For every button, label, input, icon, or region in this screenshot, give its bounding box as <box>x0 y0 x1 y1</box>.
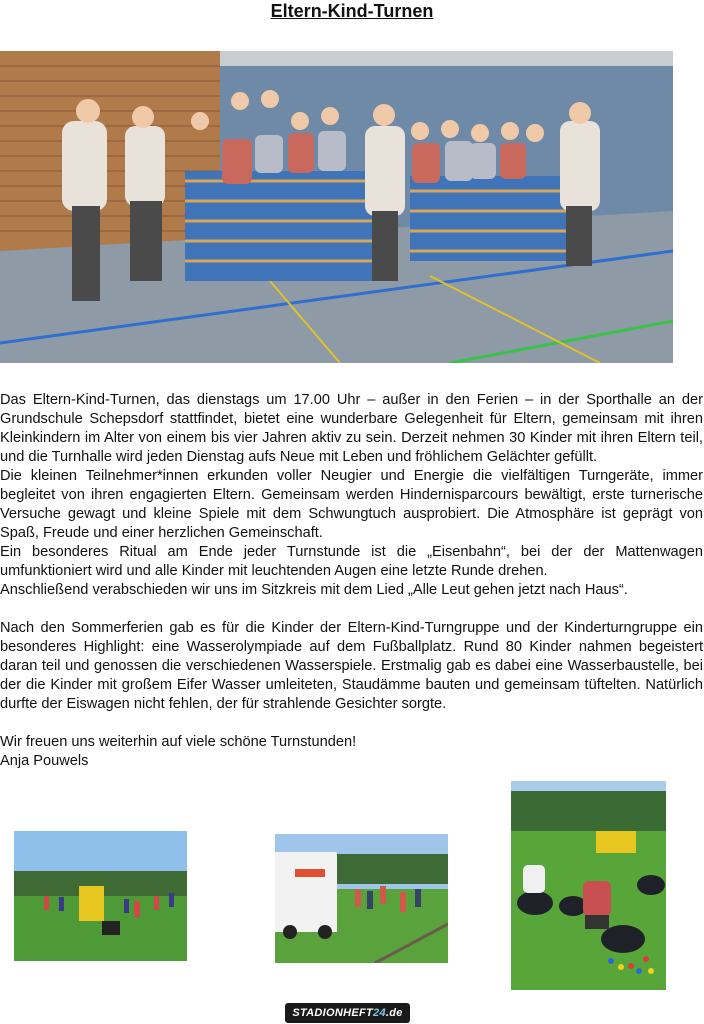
article-block-1 <box>0 391 703 771</box>
paragraph-intro: Das Eltern-Kind-Turnen, das dienstags um 17.00 Uhr – außer in den Ferien – in der Sporthalle an der Grundschule Schepsdorf stattfindet, bietet eine wunderbare Gelegenheit für Eltern, gemeinsam mit ihren Kleinkindern im Alter von einem bis vier Jahren aktiv zu sein. Derzeit nehmen 30 Kinder mit ihren Eltern teil, und die Turnhalle wird jeden Dienstag aufs Neue mit Leben und fröhlichem Gelächter gefüllt. <box>0 392 703 465</box>
field-photo-2 <box>275 834 448 963</box>
paragraph-ritual: Ein besonderes Ritual am Ende jeder Turnstunde ist die „Eisenbahn“, bei der der Mattenwagen umfunktioniert wird und alle Kinder mit leuchtenden Augen eine letzte Runde drehen. <box>0 544 703 579</box>
paragraph-participants: Die kleinen Teilnehmer*innen erkunden voller Neugier und Energie die vielfältigen Turngeräte, immer begleitet von ihren engagierten Eltern. Gemeinsam werden Hindernisparcours bewältigt, erste turnerische Versuche gewagt und kleine Spiele mit dem Schwungtuch ausprobiert. Die Atmosphäre ist geprägt von Spaß, Freude und einer herzlichen Gemeinschaft. <box>0 468 703 541</box>
author-name: Anja Pouwels <box>0 753 89 769</box>
closing-line: Wir freuen uns weiterhin auf viele schöne Turnstunden! <box>0 734 357 750</box>
gym-group-photo <box>0 51 673 363</box>
page-title: Eltern-Kind-Turnen <box>270 1 434 21</box>
field-photo-1 <box>14 831 187 961</box>
stadionheft-logo: STADIONHEFT 24 .de <box>285 1003 410 1023</box>
paragraph-water-olympics: Nach den Sommerferien gab es für die Kinder der Eltern-Kind-Turngruppe und der Kinderturngruppe ein besonderes Highlight: eine Wasserolympiade auf dem Fußballplatz. Rund 80 Kinder nahmen begeistert daran teil und genossen die verschiedenen Wasserspiele. Erstmalig gab es dabei eine Wasserbaustelle, bei der die Kinder mit großem Eifer Wasser umleiteten, Staudämme bauten und gemeinsam tüftelten. Natürlich durfte der Eiswagen nicht fehlen, der für strahlende Gesichter sorgte. <box>0 620 703 712</box>
paragraph-farewell: Anschließend verabschieden wir uns im Sitzkreis mit dem Lied „Alle Leut gehen jetzt nach Haus“. <box>0 582 628 598</box>
field-photo-3 <box>511 781 666 990</box>
